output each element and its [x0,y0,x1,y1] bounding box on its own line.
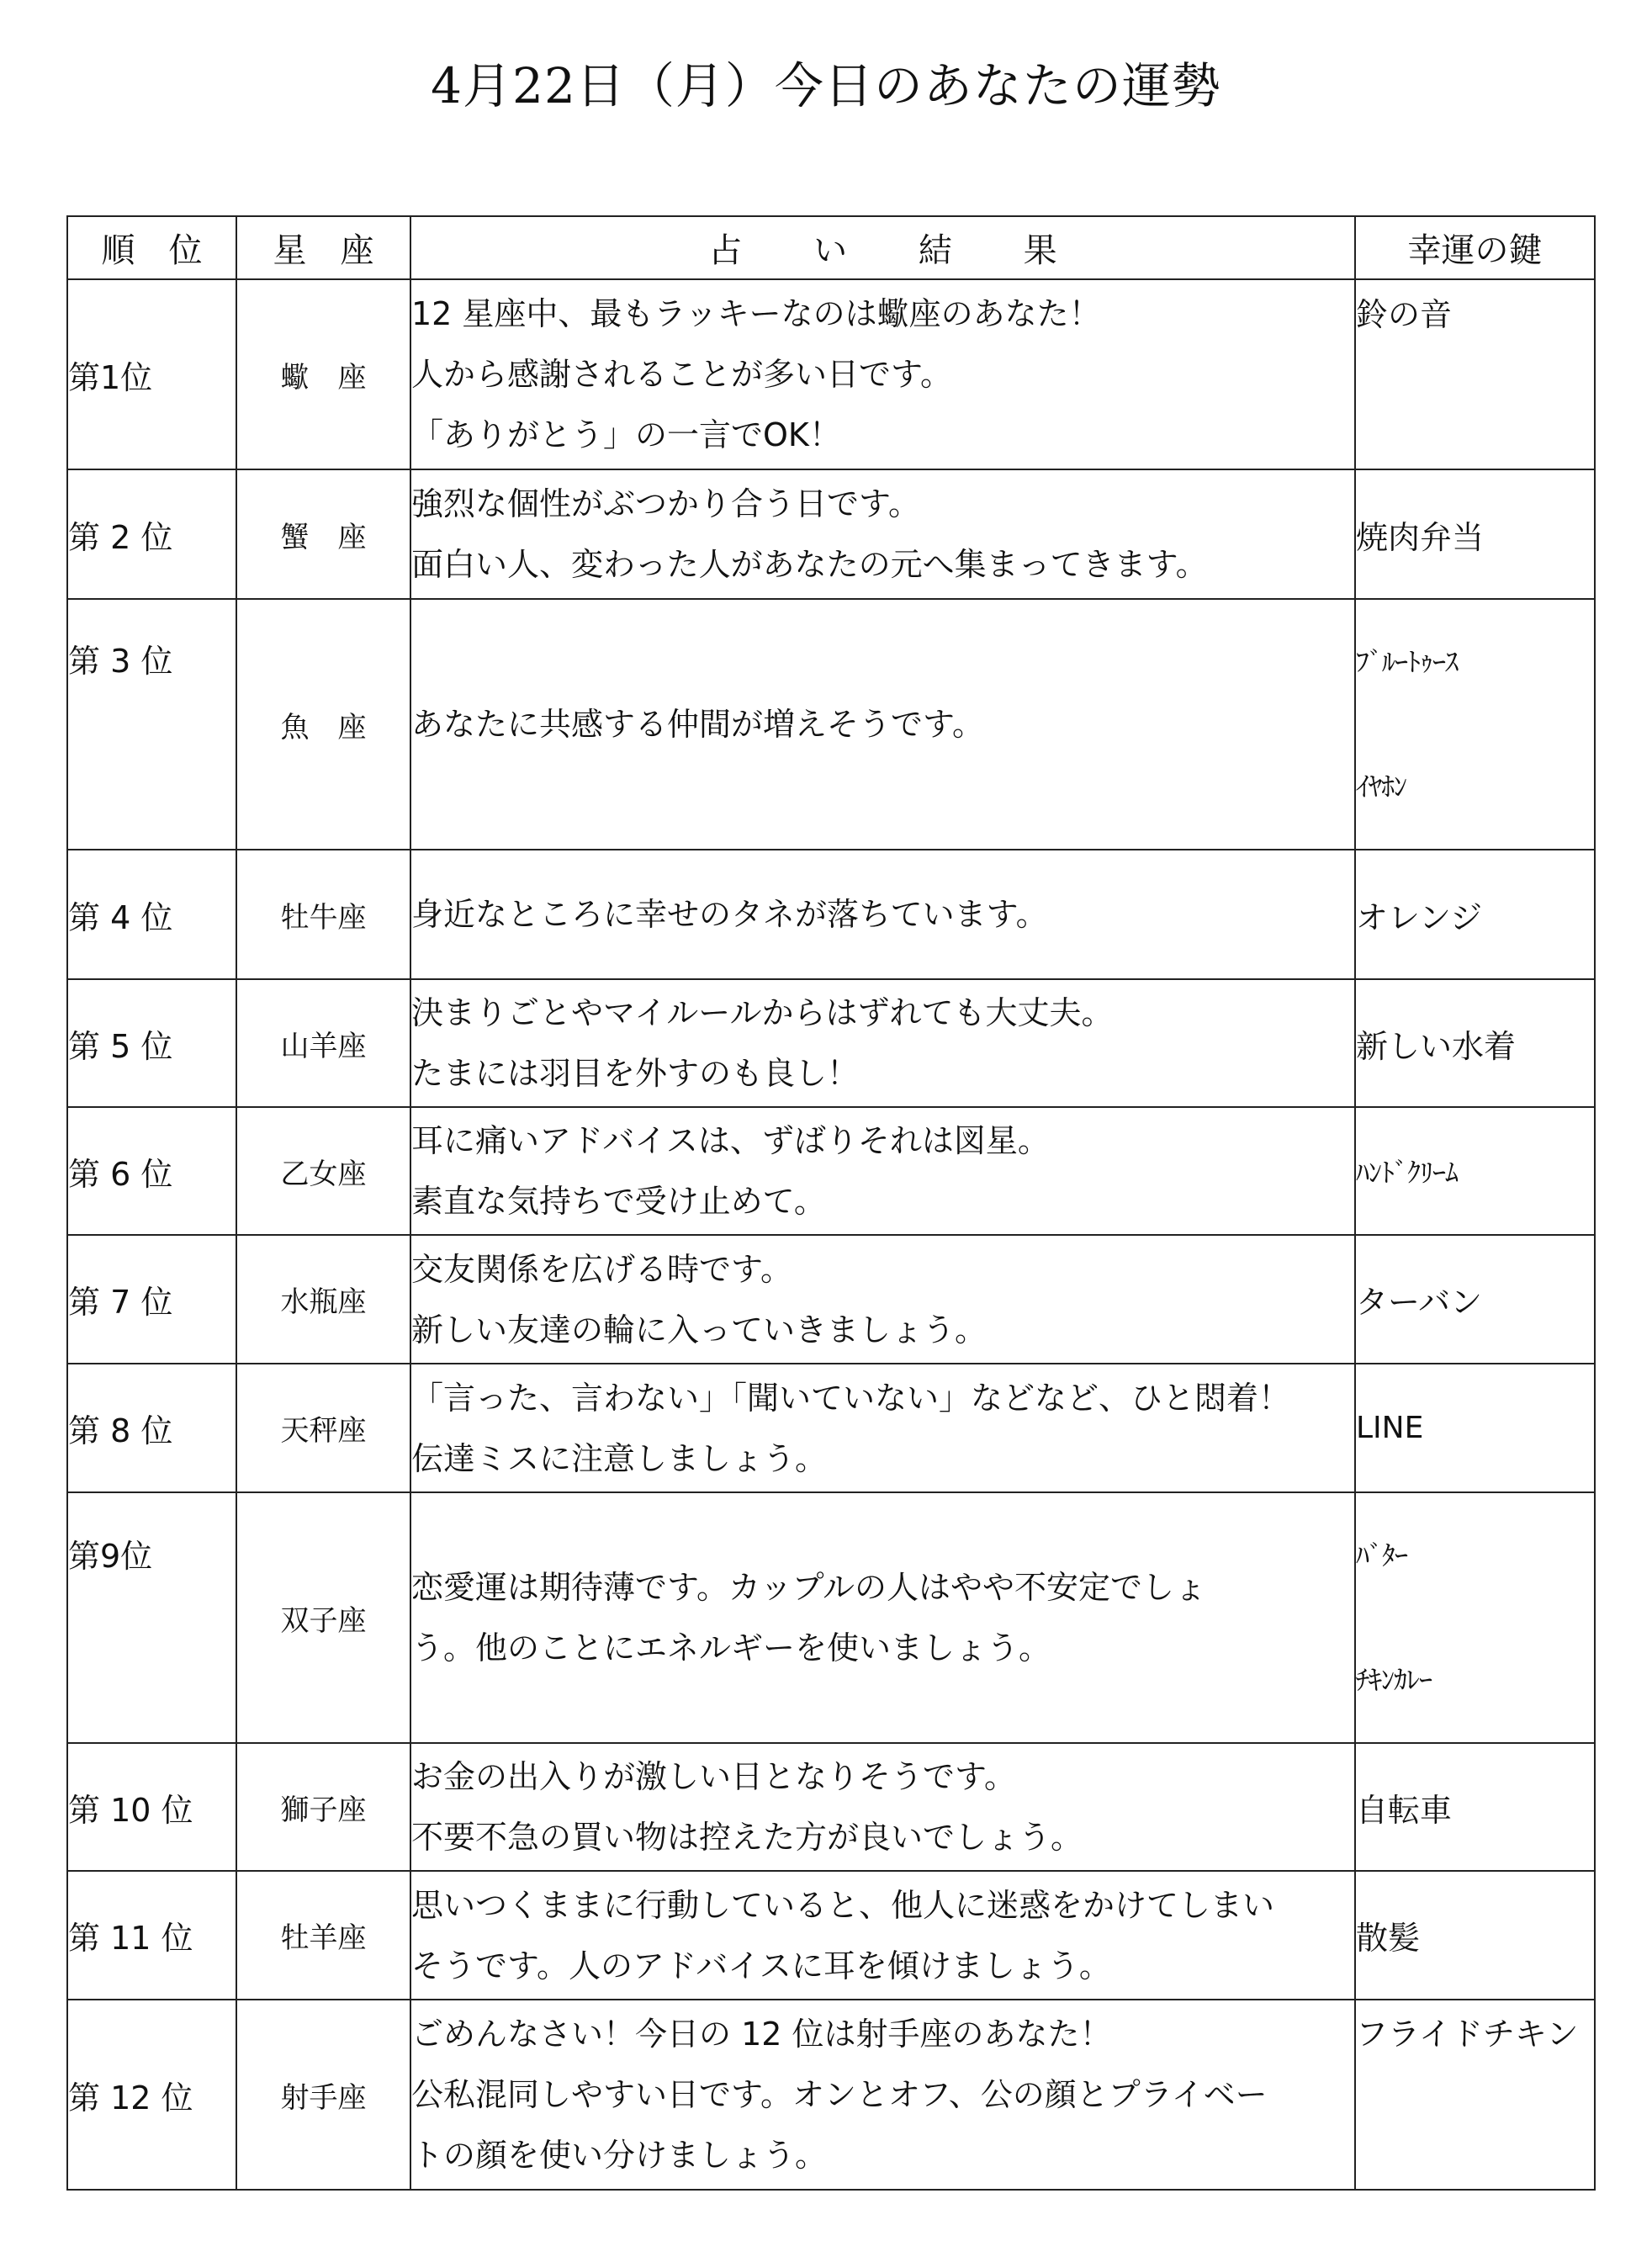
sign-cell: 牡牛座 [236,850,410,979]
key-text: 焼肉弁当 [1356,518,1485,556]
key-text: 鈴の音 [1356,296,1453,333]
result-line: あなたに共感する仲間が増えそうです。 [411,706,984,743]
key-text: 自転車 [1356,1791,1453,1829]
result-cell [410,1107,1355,1235]
rank-cell: 第 4 位 [67,850,236,979]
result-line: 交友関係を広げる時です。 [411,1250,792,1288]
rank-cell: 第 3 位 [67,599,236,850]
result-cell [410,1235,1355,1364]
sign-cell: 山羊座 [236,979,410,1107]
rank-cell: 第 11 位 [67,1871,236,2000]
fortune-table [66,215,1596,2191]
table-row [67,279,1595,469]
rank-cell: 第1位 [67,279,236,469]
result-line: 人から感謝されることが多い日です。 [411,356,952,393]
key-text: 散髪 [1356,1920,1421,1957]
result-line: たまには羽目を外すのも良し！ [411,1055,860,1092]
result-cell [410,1364,1355,1492]
header-result: 占 い 結 果 [410,216,1355,279]
table-row [67,850,1595,979]
result-cell [410,979,1355,1107]
header-key: 幸運の鍵 [1355,216,1595,279]
result-line: 公私混同しやすい日です。オンとオフ、公の顔とプライベー [411,2076,1268,2113]
sign-cell: 魚 座 [236,599,410,850]
sign-cell: 水瓶座 [236,1235,410,1364]
key-cell [1355,1235,1595,1364]
key-text: ターバン [1356,1284,1483,1321]
key-text: ｲﾔﾎﾝ [1356,771,1407,803]
key-text: フライドチキン [1356,2016,1579,2053]
result-cell [410,599,1355,850]
result-line: お金の出入りが激しい日となりそうです。 [411,1758,1016,1795]
key-cell [1355,469,1595,599]
result-line: 「ありがとう」の一言でOK！ [411,416,841,453]
key-cell [1355,1364,1595,1492]
sign-cell: 双子座 [236,1492,410,1743]
table-row [67,979,1595,1107]
sign-cell: 獅子座 [236,1743,410,1871]
table-row [67,1107,1595,1235]
table-row [67,1743,1595,1871]
result-line: 不要不急の買い物は控えた方が良いでしょう。 [411,1819,1083,1856]
result-cell [410,469,1355,599]
rank-cell: 第 8 位 [67,1364,236,1492]
table-row [67,469,1595,599]
result-line: 新しい友達の輪に入っていきましょう。 [411,1311,987,1348]
result-line: ごめんなさい！今日の 12 位は射手座のあなた！ [411,2016,1112,2053]
sign-cell: 射手座 [236,2000,410,2190]
table-row [67,1871,1595,2000]
header-rank: 順 位 [67,216,236,279]
result-line: 伝達ミスに注意しましょう。 [411,1439,828,1477]
rank-cell: 第9位 [67,1492,236,1743]
result-line: 決まりごとやマイルールからはずれても大丈夫。 [411,994,1114,1031]
result-line: 思いつくままに行動していると、他人に迷惑をかけてしまい [411,1886,1275,1924]
table-row [67,1364,1595,1492]
result-line: 「言った、言わない」「聞いていない」などなど、ひと悶着！ [411,1379,1291,1417]
key-cell [1355,1492,1595,1743]
page-title: 4月22日（月）今日のあなたの運勢 [431,57,1221,114]
key-cell [1355,1107,1595,1235]
sign-cell: 蠍 座 [236,279,410,469]
key-cell [1355,1743,1595,1871]
rank-cell: 第 12 位 [67,2000,236,2190]
result-line: 12 星座中、最もラッキーなのは蠍座のあなた！ [411,295,1101,332]
key-cell [1355,1871,1595,2000]
table-row [67,1492,1595,1743]
rank-cell: 第 6 位 [67,1107,236,1235]
rank-cell: 第 5 位 [67,979,236,1107]
table-row [67,2000,1595,2190]
result-cell [410,1743,1355,1871]
result-cell [410,1871,1355,2000]
table-row [67,599,1595,850]
key-cell [1355,599,1595,850]
result-cell [410,1492,1355,1743]
rank-cell: 第 7 位 [67,1235,236,1364]
key-cell [1355,979,1595,1107]
result-line: 面白い人、変わった人があなたの元へ集まってきます。 [411,546,1208,583]
sign-cell: 乙女座 [236,1107,410,1235]
table-row [67,1235,1595,1364]
key-text: ﾁｷﾝｶﾚｰ [1356,1664,1432,1696]
key-text: ﾌﾞﾙｰﾄｩｰｽ [1356,646,1459,678]
result-line: 身近なところに幸せのタネが落ちています。 [411,896,1048,933]
sign-cell: 天秤座 [236,1364,410,1492]
result-line: トの顔を使い分けましょう。 [411,2137,828,2174]
table-header-row [67,216,1595,279]
result-line: そうです。人のアドバイスに耳を傾けましょう。 [411,1947,1111,1984]
result-cell [410,850,1355,979]
rank-cell: 第 10 位 [67,1743,236,1871]
result-line: う。他のことにエネルギーを使いましょう。 [411,1629,1051,1666]
result-line: 恋愛運は期待薄です。カップルの人はやや不安定でしょ [411,1569,1207,1606]
sign-cell: 蟹 座 [236,469,410,599]
header-sign: 星 座 [236,216,410,279]
key-text: ﾊﾞﾀｰ [1356,1539,1408,1571]
key-text: ﾊﾝﾄﾞｸﾘｰﾑ [1356,1157,1459,1189]
key-cell [1355,2000,1595,2190]
sign-cell: 牡羊座 [236,1871,410,2000]
result-line: 耳に痛いアドバイスは、ずばりそれは図星。 [411,1122,1050,1159]
result-line: 素直な気持ちで受け止めて。 [411,1183,826,1220]
key-cell [1355,850,1595,979]
result-cell [410,279,1355,469]
key-text: LINE [1356,1411,1424,1445]
result-cell [410,2000,1355,2190]
key-cell [1355,279,1595,469]
key-text: 新しい水着 [1356,1027,1517,1065]
key-text: オレンジ [1356,898,1483,936]
rank-cell: 第 2 位 [67,469,236,599]
result-line: 強烈な個性がぶつかり合う日です。 [411,485,920,522]
